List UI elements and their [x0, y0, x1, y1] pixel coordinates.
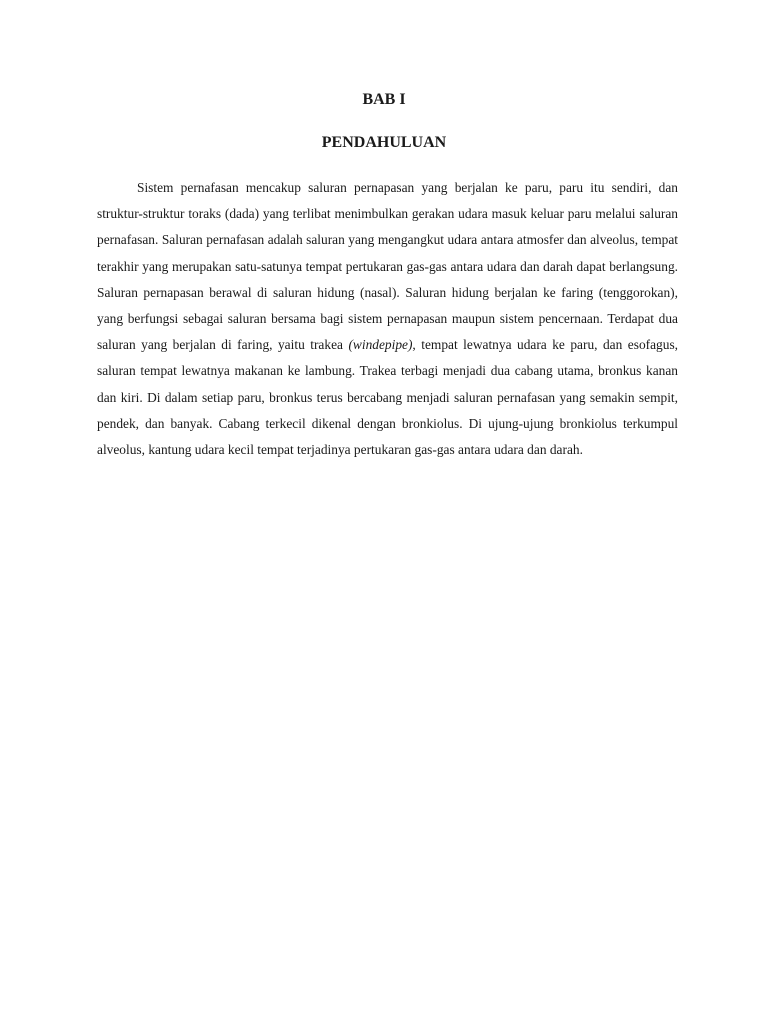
paragraph-italic-term: (windepipe) — [348, 337, 413, 353]
chapter-title: PENDAHULUAN — [321, 134, 447, 151]
chapter-number: BAB I — [362, 91, 406, 108]
paragraph-text-part2: , tempat lewatnya udara ke paru, dan esofagus, saluran tempat lewatnya makanan ke lambung. Trakea terbagi menjadi dua cabang utama, bronkus kanan dan kiri. Di dalam setiap paru, bronkus terus bercabang menjadi saluran pernafasan yang semakin sempit, pendek, dan banyak. Cabang terkecil dikenal dengan bronkiolus. Di ujung-ujung bronkiolus terkumpul alveolus, kantung udara kecil tempat terjadinya pertukaran gas-gas antara udara dan darah. — [97, 337, 679, 458]
body-paragraph — [97, 175, 678, 463]
paragraph-text-part1: Sistem pernafasan mencakup saluran pernapasan yang berjalan ke paru, paru itu sendiri, dan struktur-struktur toraks (dada) yang terlibat menimbulkan gerakan udara masuk keluar paru melalui saluran pernafasan. Saluran pernafasan adalah saluran yang mengangkut udara antara atmosfer dan alveolus, tempat terakhir yang merupakan satu-satunya tempat pertukaran gas-gas antara udara dan darah dapat berlangsung. Saluran pernapasan berawal di saluran hidung (nasal). Saluran hidung berjalan ke faring (tenggorokan), yang berfungsi sebagai saluran bersama bagi sistem pernapasan maupun sistem pencernaan. Terdapat dua saluran yang berjalan di faring, yaitu trakea — [97, 180, 678, 353]
